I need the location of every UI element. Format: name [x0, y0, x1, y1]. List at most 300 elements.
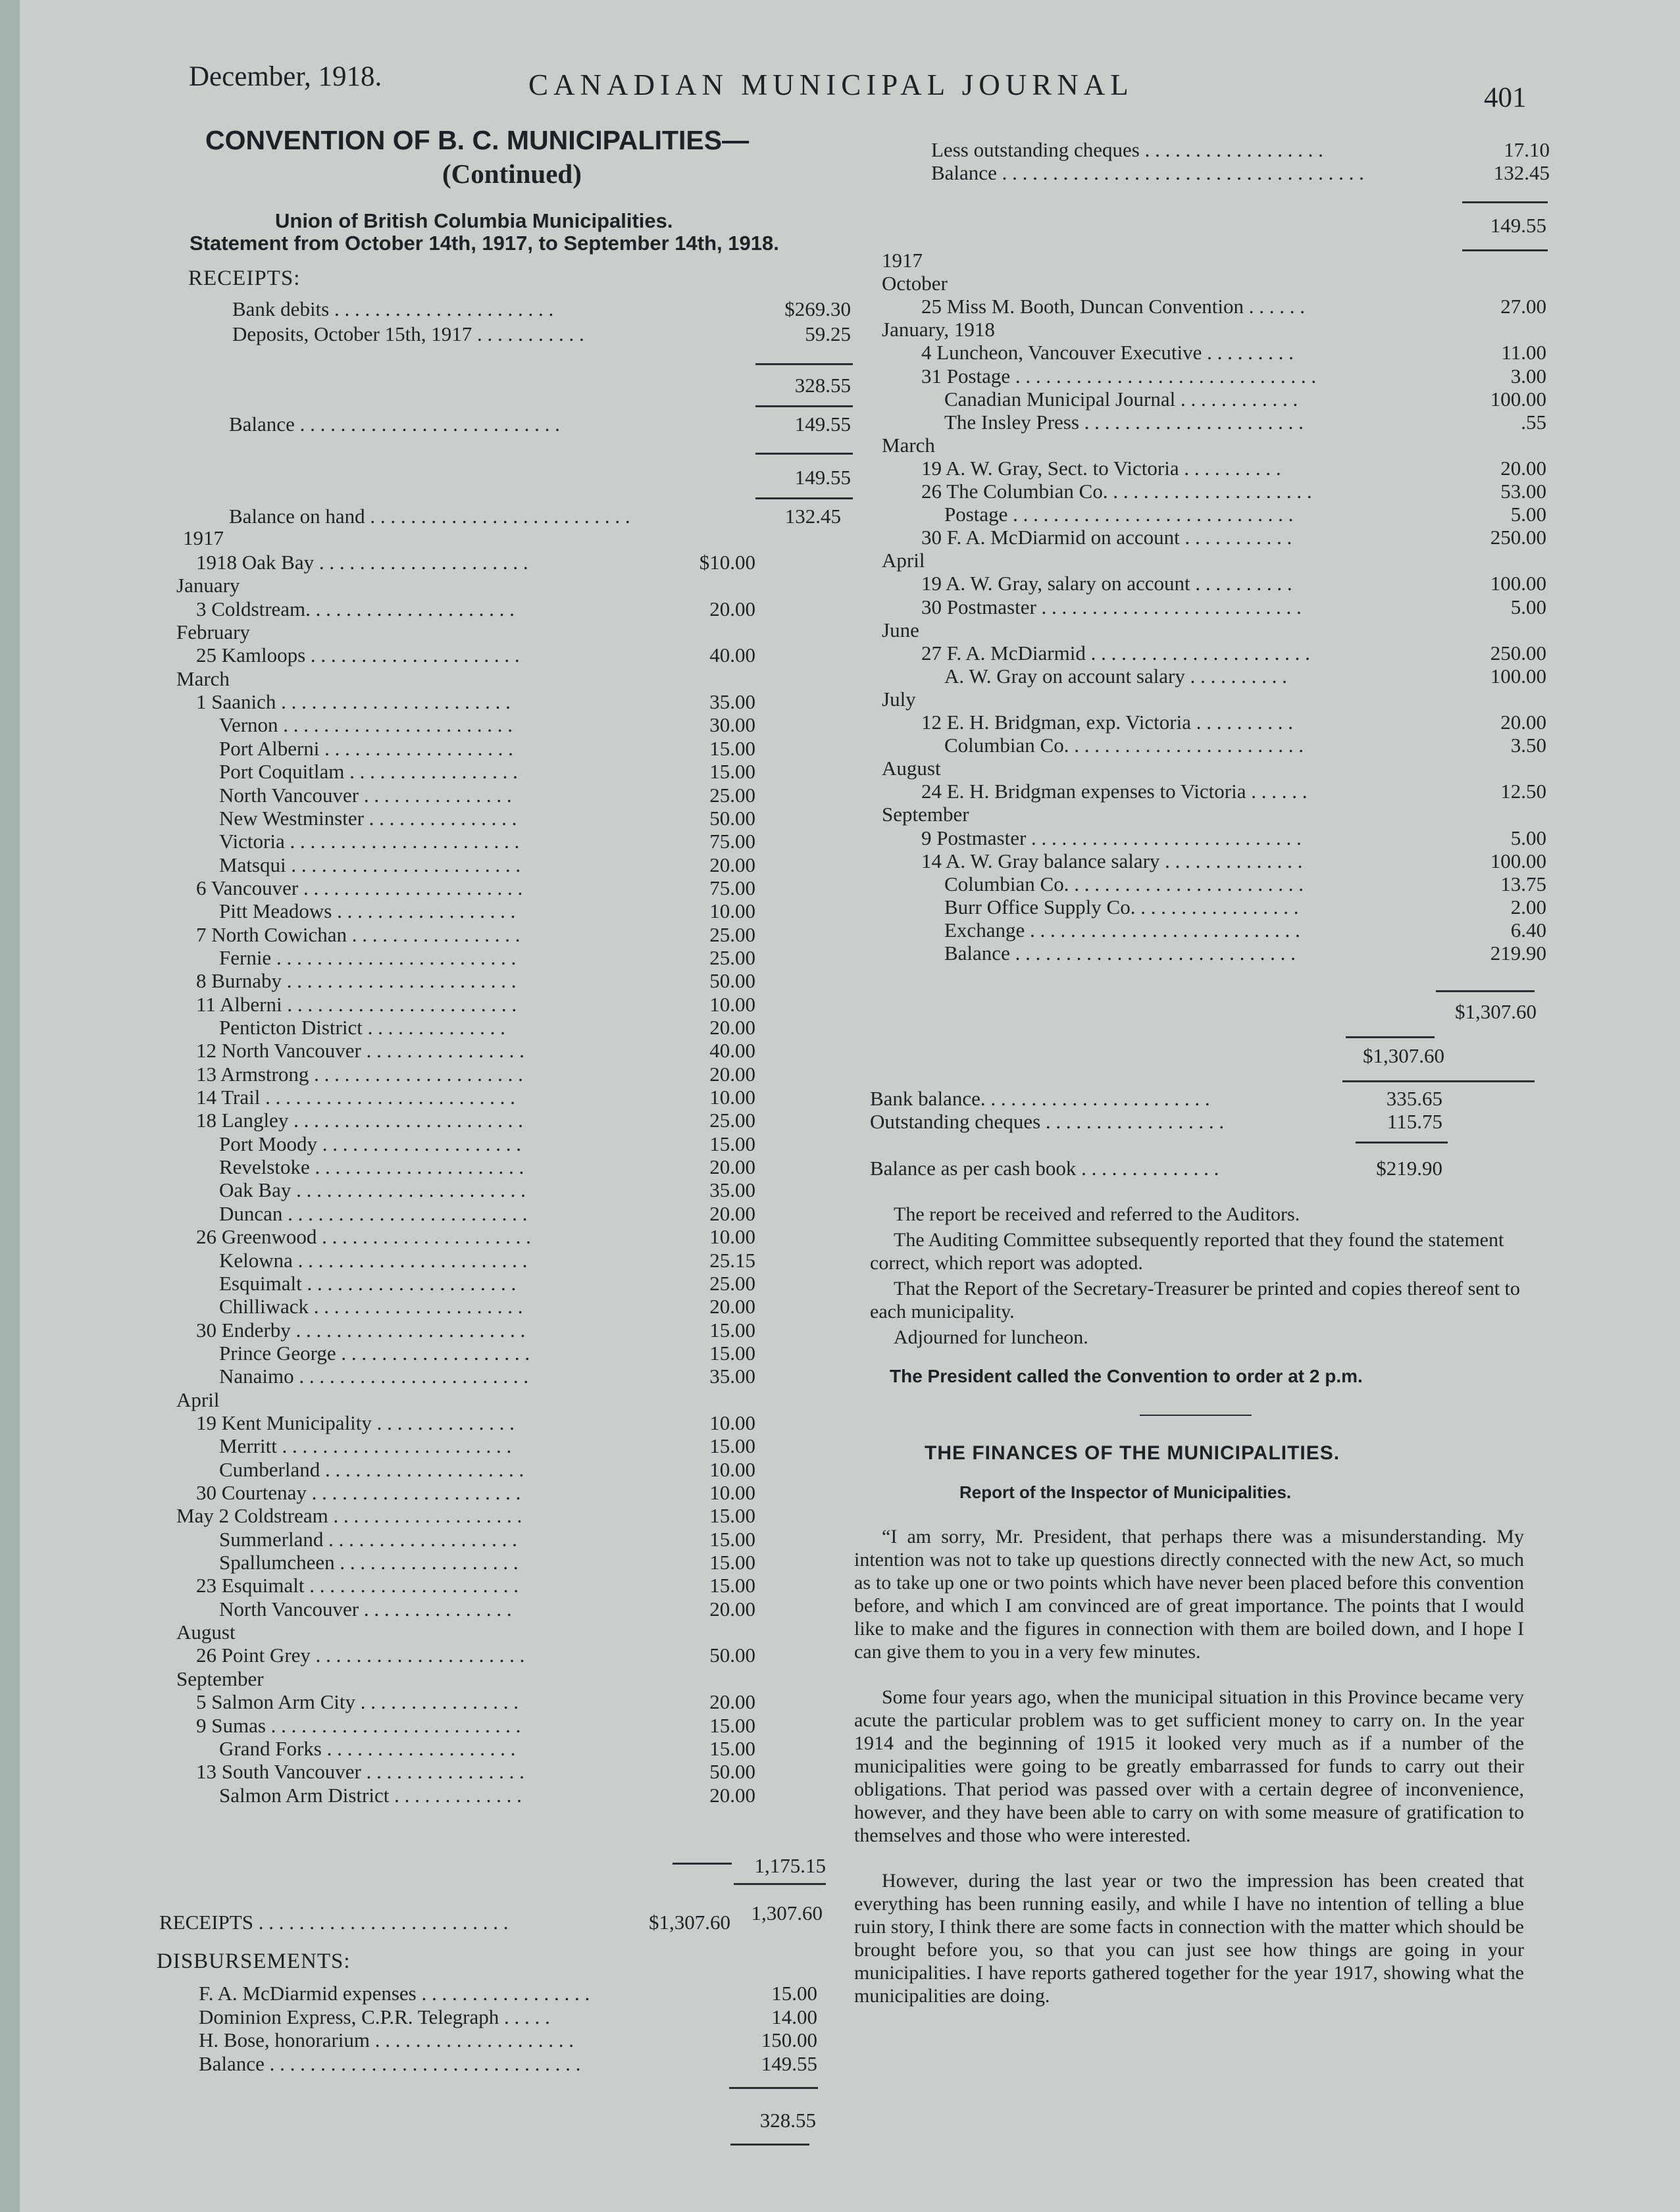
ledger-row — [944, 665, 1546, 688]
row-amount: 149.55 — [794, 413, 851, 436]
row-amount: 50.00 — [709, 1644, 755, 1667]
month-label — [882, 434, 1546, 457]
row-label: Matsqui . . . . . . . . . . . . . . . . . . . . . . . — [219, 853, 521, 876]
row-label: 1918 Oak Bay . . . . . . . . . . . . . . . . . . . . . — [196, 551, 528, 574]
ledger-row — [219, 1342, 755, 1365]
ledger-row — [219, 784, 755, 807]
row-amount: 11.00 — [1501, 341, 1546, 364]
row-amount: 15.00 — [709, 1434, 755, 1458]
row-label: Duncan . . . . . . . . . . . . . . . . . . . . . . . . — [219, 1201, 528, 1225]
sum-rule — [1346, 1036, 1435, 1038]
row-label: 30 Enderby . . . . . . . . . . . . . . . . . . . . . . . — [196, 1318, 526, 1342]
ledger-row — [219, 1737, 755, 1760]
row-amount: 50.00 — [709, 969, 755, 993]
row-label: 11 Alberni . . . . . . . . . . . . . . . . . . . . . . . — [196, 992, 517, 1016]
sum-rule — [1436, 990, 1535, 992]
row-amount: 50.00 — [709, 806, 755, 830]
row-label: 26 Greenwood . . . . . . . . . . . . . . . . . . . . . — [196, 1225, 531, 1249]
row-label: January, 1918 — [882, 318, 995, 341]
month-label — [882, 618, 1546, 641]
row-label: 12 North Vancouver . . . . . . . . . . . . . . . . — [196, 1039, 524, 1063]
row-label: Oak Bay . . . . . . . . . . . . . . . . . . . . . . . — [219, 1178, 526, 1202]
sum-rule — [729, 2087, 818, 2089]
month-label — [176, 620, 755, 643]
issue-date: December, 1918. — [189, 61, 382, 92]
row-label: North Vancouver . . . . . . . . . . . . . . . — [219, 1597, 512, 1621]
minute-paragraph: The report be received and referred to the Auditors. — [894, 1203, 1300, 1225]
row-label: Balance . . . . . . . . . . . . . . . . . . . . . . . . . . . . . . . — [199, 2051, 581, 2075]
ledger-row — [219, 1551, 755, 1574]
president-line: The President called the Convention to order at 2 p.m. — [890, 1366, 1363, 1386]
row-amount: 35.00 — [709, 690, 755, 714]
row-label: Prince George . . . . . . . . . . . . . . . . . . . — [219, 1341, 530, 1365]
row-label: Vernon . . . . . . . . . . . . . . . . . . . . . . . — [219, 713, 513, 737]
row-amount: 10.00 — [709, 1457, 755, 1481]
row-label: 9 Sumas . . . . . . . . . . . . . . . . . . . . . . . . . — [196, 1713, 521, 1737]
ledger-row — [199, 2052, 817, 2075]
ledger-row — [944, 872, 1546, 895]
month-label — [882, 688, 1546, 711]
ledger-row — [199, 2028, 817, 2051]
row-amount: 13.75 — [1500, 872, 1546, 895]
cheque-summary-total: 149.55 — [1490, 214, 1546, 237]
row-amount: 219.90 — [1490, 942, 1546, 965]
row-label: Spallumcheen . . . . . . . . . . . . . . . . . . — [219, 1551, 519, 1574]
ledger-row — [870, 1110, 1442, 1133]
receipts-total-row — [159, 1911, 730, 1934]
disbursements-total: 328.55 — [759, 2109, 816, 2132]
ledger-row — [219, 1132, 755, 1155]
row-amount: 15.00 — [709, 1132, 755, 1155]
ledger-row — [176, 1504, 755, 1527]
row-amount: 100.00 — [1490, 572, 1546, 595]
row-amount: 20.00 — [709, 597, 755, 620]
sum-rule — [1462, 201, 1548, 203]
month-label — [882, 803, 1546, 826]
row-label: Deposits, October 15th, 1917 . . . . . . . . . . . — [232, 322, 584, 345]
ledger-row — [196, 597, 755, 620]
row-label: July — [882, 687, 916, 711]
ledger-row — [921, 826, 1546, 849]
row-amount: $1,307.60 — [649, 1911, 730, 1934]
row-label: Grand Forks . . . . . . . . . . . . . . . . . . . — [219, 1736, 516, 1760]
sum-rule — [1342, 1080, 1535, 1082]
row-amount: 20.00 — [709, 1690, 755, 1714]
row-label: RECEIPTS . . . . . . . . . . . . . . . . . . . . . . . . . — [159, 1911, 509, 1934]
ledger-row — [196, 643, 755, 666]
row-amount: 25.00 — [709, 1109, 755, 1132]
ledger-row — [199, 2005, 817, 2028]
row-label: Columbian Co. . . . . . . . . . . . . . . . . . . . . . . . — [944, 872, 1304, 895]
row-amount: 10.00 — [709, 899, 755, 923]
row-amount: .55 — [1521, 410, 1546, 434]
row-amount: 10.00 — [709, 1481, 755, 1504]
subtotal-amount: 149.55 — [794, 466, 851, 489]
sum-rule — [755, 453, 853, 455]
ledger-row — [196, 1225, 755, 1248]
ledger-row — [931, 138, 1550, 161]
row-label: 1 Saanich . . . . . . . . . . . . . . . . . . . . . . . — [196, 690, 511, 714]
ledger-row — [921, 341, 1546, 364]
row-amount: 15.00 — [709, 1736, 755, 1760]
ledger-row — [219, 1016, 755, 1039]
report-paragraph: “I am sorry, Mr. President, that perhaps there was a misunderstanding. My intention was not to take up questions directly connected with the new Act, so much as to take up one or two points which have never been placed before this convention before, and which I am convinced are of great importance. The points that I would like to make and the figures in connection with them are boiled down, and I hope I can give them to you in a very few minutes. — [854, 1526, 1524, 1663]
row-label: 26 Point Grey . . . . . . . . . . . . . . . . . . . . . — [196, 1644, 525, 1667]
row-amount: 25.00 — [709, 922, 755, 946]
row-amount: 40.00 — [709, 643, 755, 667]
row-label: 27 F. A. McDiarmid . . . . . . . . . . . . . . . . . . . . . . — [921, 641, 1310, 665]
row-label: 7 North Cowichan . . . . . . . . . . . . . . . . . — [196, 922, 521, 946]
row-label: Chilliwack . . . . . . . . . . . . . . . . . . . . . — [219, 1295, 523, 1319]
row-label: August — [176, 1621, 236, 1644]
row-amount: 20.00 — [709, 1783, 755, 1807]
row-amount: 25.15 — [709, 1248, 755, 1272]
ledger-row — [921, 526, 1546, 549]
subtotal-amount: 328.55 — [794, 374, 851, 397]
row-label: April — [882, 549, 925, 572]
row-amount: 15.00 — [709, 1527, 755, 1551]
ledger-row — [944, 895, 1546, 918]
ledger-row — [944, 942, 1546, 965]
ledger-row — [944, 503, 1546, 526]
row-label: February — [176, 620, 250, 644]
row-amount: 115.75 — [1387, 1110, 1442, 1133]
ledger-row — [921, 572, 1546, 595]
row-amount: 100.00 — [1490, 664, 1546, 688]
ledger-row — [921, 295, 1546, 318]
article-title: CONVENTION OF B. C. MUNICIPALITIES— — [205, 125, 750, 155]
row-amount: 150.00 — [761, 2028, 817, 2051]
ledger-row — [921, 480, 1546, 503]
row-amount: 59.25 — [805, 322, 851, 345]
ledger-row — [921, 364, 1546, 388]
row-label: Summerland . . . . . . . . . . . . . . . . . . . — [219, 1527, 517, 1551]
row-amount: 15.00 — [771, 1982, 817, 2005]
ledger-row — [196, 1319, 755, 1342]
row-label: Cumberland . . . . . . . . . . . . . . . . . . . . — [219, 1457, 524, 1481]
row-amount: 30.00 — [709, 713, 755, 737]
row-label: Bank balance. . . . . . . . . . . . . . . . . . . . . . . — [870, 1087, 1210, 1110]
row-amount: 3.50 — [1510, 734, 1546, 757]
minute-paragraph: The Auditing Committee subsequently reported that they found the statement correct, which report was adopted. — [870, 1229, 1504, 1274]
row-label: Postage . . . . . . . . . . . . . . . . . . . . . . . . . . . . — [944, 503, 1294, 526]
row-label: March — [882, 433, 935, 457]
row-label: 19 Kent Municipality . . . . . . . . . . . . . . — [196, 1411, 515, 1434]
month-label — [176, 1388, 755, 1411]
ledger-row — [921, 780, 1546, 803]
ledger-row — [921, 711, 1546, 734]
cash-book-row — [870, 1157, 1442, 1180]
month-label — [882, 318, 1546, 341]
row-label: 30 Postmaster . . . . . . . . . . . . . . . . . . . . . . . . . . — [921, 595, 1302, 618]
row-amount: 15.00 — [709, 1551, 755, 1574]
ledger-row — [232, 322, 851, 345]
ledger-row — [196, 690, 755, 713]
minute-paragraph: Adjourned for luncheon. — [894, 1326, 1088, 1348]
row-label: Bank debits . . . . . . . . . . . . . . . . . . . . . . — [232, 297, 554, 320]
row-label: January — [176, 574, 240, 597]
row-label: Port Moody . . . . . . . . . . . . . . . . . . . . — [219, 1132, 521, 1155]
row-label: Balance . . . . . . . . . . . . . . . . . . . . . . . . . . — [229, 413, 560, 436]
sum-rule — [1356, 1142, 1448, 1144]
row-amount: 25.00 — [709, 945, 755, 969]
row-label: 30 Courtenay . . . . . . . . . . . . . . . . . . . . . — [196, 1481, 521, 1504]
row-amount: 15.00 — [709, 1713, 755, 1737]
finances-title: THE FINANCES OF THE MUNICIPALITIES. — [925, 1442, 1340, 1464]
row-amount: 10.00 — [709, 992, 755, 1016]
row-label: 25 Kamloops . . . . . . . . . . . . . . . . . . . . . — [196, 643, 520, 667]
row-label: 18 Langley . . . . . . . . . . . . . . . . . . . . . . . — [196, 1109, 523, 1132]
ledger-row — [199, 1982, 817, 2005]
row-amount: 15.00 — [709, 736, 755, 760]
ledger-row — [944, 411, 1546, 434]
receipts-heading: RECEIPTS: — [188, 266, 301, 290]
row-amount: 75.00 — [709, 830, 755, 853]
row-label: 5 Salmon Arm City . . . . . . . . . . . . . . . . — [196, 1690, 519, 1714]
statement-heading: Statement from October 14th, 1917, to September 14th, 1918. — [190, 232, 779, 255]
ledger-row — [944, 388, 1546, 411]
ledger-row — [219, 1365, 755, 1388]
ledger-row — [196, 551, 755, 574]
row-amount: 15.00 — [709, 1341, 755, 1365]
ledger-row — [196, 1690, 755, 1713]
ledger-row — [931, 161, 1550, 184]
union-heading: Union of British Columbia Municipalities. — [275, 209, 673, 232]
ledger-row — [219, 1784, 755, 1807]
ledger-row — [219, 1597, 755, 1621]
row-label: 1917 — [882, 249, 923, 272]
report-body — [854, 1525, 1524, 2007]
row-amount: 149.55 — [761, 2051, 817, 2075]
row-label: Outstanding cheques . . . . . . . . . . . . . . . . . . — [870, 1110, 1225, 1133]
month-label — [176, 1621, 755, 1644]
row-label: Dominion Express, C.P.R. Telegraph . . . . . — [199, 2005, 550, 2028]
row-amount: 15.00 — [709, 1318, 755, 1342]
row-label: Port Alberni . . . . . . . . . . . . . . . . . . . — [219, 736, 513, 760]
row-label: Nanaimo . . . . . . . . . . . . . . . . . . . . . . . — [219, 1365, 529, 1388]
row-amount: 100.00 — [1490, 849, 1546, 872]
row-amount: 10.00 — [709, 1225, 755, 1249]
row-amount: 20.00 — [709, 853, 755, 876]
ledger-row — [196, 1481, 755, 1504]
row-label: Burr Office Supply Co. . . . . . . . . . . . . . . . . — [944, 895, 1299, 918]
binding-gutter — [0, 0, 20, 2212]
row-label: Fernie . . . . . . . . . . . . . . . . . . . . . . . . — [219, 945, 517, 969]
row-amount: $10.00 — [699, 551, 755, 574]
row-label: 24 E. H. Bridgman expenses to Victoria . . . . . . — [921, 780, 1308, 803]
row-label: 23 Esquimalt . . . . . . . . . . . . . . . . . . . . . — [196, 1574, 519, 1597]
row-label: A. W. Gray on account salary . . . . . . . . . . — [944, 664, 1287, 688]
row-amount: $219.90 — [1376, 1157, 1442, 1180]
row-label: Less outstanding cheques . . . . . . . . . . . . . . . . . . — [931, 138, 1323, 161]
ledger-row — [229, 505, 841, 528]
row-amount: 25.00 — [709, 783, 755, 807]
ledger-row — [196, 1109, 755, 1132]
row-label: Port Coquitlam . . . . . . . . . . . . . . . . . — [219, 760, 518, 784]
row-amount: 5.00 — [1510, 595, 1546, 618]
row-label: Canadian Municipal Journal . . . . . . . . . . . . — [944, 387, 1298, 411]
row-amount: 10.00 — [709, 1086, 755, 1109]
row-label: 26 The Columbian Co. . . . . . . . . . . . . . . . . . . . . — [921, 480, 1312, 503]
ledger-row — [232, 297, 851, 320]
row-label: Victoria . . . . . . . . . . . . . . . . . . . . . . . — [219, 830, 520, 853]
row-label: September — [176, 1667, 264, 1690]
row-amount: 100.00 — [1490, 387, 1546, 411]
row-label: 31 Postage . . . . . . . . . . . . . . . . . . . . . . . . . . . . . . — [921, 364, 1317, 388]
ledger-row — [219, 737, 755, 760]
row-label: September — [882, 803, 969, 826]
row-amount: 5.00 — [1510, 503, 1546, 526]
row-amount: 20.00 — [709, 1295, 755, 1319]
ledger-row — [921, 595, 1546, 618]
sum-rule — [730, 2144, 809, 2146]
row-label: North Vancouver . . . . . . . . . . . . . . . — [219, 783, 512, 807]
journal-title: CANADIAN MUNICIPAL JOURNAL — [528, 68, 1134, 101]
row-label: 6 Vancouver . . . . . . . . . . . . . . . . . . . . . . — [196, 876, 523, 899]
receipts-subtotal: 1,175.15 — [754, 1854, 826, 1877]
ledger-row — [196, 993, 755, 1016]
ledger-row — [944, 918, 1546, 942]
row-label: April — [176, 1388, 220, 1411]
row-amount: 335.65 — [1386, 1087, 1442, 1110]
page-number: 401 — [1484, 82, 1527, 113]
ledger-row — [196, 1411, 755, 1434]
ledger-row — [219, 1295, 755, 1318]
ledger-row — [196, 1086, 755, 1109]
sum-rule — [755, 405, 853, 407]
row-label: 30 F. A. McDiarmid on account . . . . . . . . . . . — [921, 526, 1292, 549]
ledger-row — [196, 1063, 755, 1086]
row-amount: 53.00 — [1500, 480, 1546, 503]
disbursements-heading: DISBURSEMENTS: — [157, 1949, 351, 1973]
report-paragraph: Some four years ago, when the municipal situation in this Province became very acute the particular problem was to get sufficient money to carry on. In the year 1914 and the beginning of 1915 it looked very much as if a number of the municipalities were going to be greatly embarrassed for funds to carry out their obligations. That period was passed over with a certain degree of inconvenience, however, and they have been able to carry on with some measure of gratification to themselves and those who were interested. — [854, 1686, 1524, 1846]
ledger-row — [196, 1714, 755, 1737]
ledger-row — [196, 923, 755, 946]
ledger-row — [219, 760, 755, 783]
ledger-row — [921, 641, 1546, 665]
detail-total: $1,307.60 — [1363, 1044, 1444, 1067]
row-label: 3 Coldstream. . . . . . . . . . . . . . . . . . . . . — [196, 597, 515, 620]
ledger-row — [219, 1249, 755, 1272]
row-amount: 27.00 — [1500, 295, 1546, 318]
ledger-row — [219, 1528, 755, 1551]
month-label — [882, 272, 1546, 295]
row-label: Balance . . . . . . . . . . . . . . . . . . . . . . . . . . . . — [944, 942, 1296, 965]
month-label — [176, 667, 755, 690]
ledger-row — [219, 1155, 755, 1178]
row-label: Merritt . . . . . . . . . . . . . . . . . . . . . . . — [219, 1434, 512, 1458]
row-amount: 132.45 — [784, 505, 841, 528]
year-label: 1917 — [183, 526, 224, 549]
row-label: The Insley Press . . . . . . . . . . . . . . . . . . . . . . — [944, 410, 1304, 434]
row-amount: 250.00 — [1490, 641, 1546, 665]
row-label: 12 E. H. Bridgman, exp. Victoria . . . . . . . . . . — [921, 711, 1293, 734]
row-label: F. A. McDiarmid expenses . . . . . . . . . . . . . . . . . — [199, 1982, 590, 2005]
ledger-row — [196, 1644, 755, 1667]
row-amount: 14.00 — [771, 2005, 817, 2028]
row-amount: 20.00 — [709, 1597, 755, 1621]
sum-rule — [755, 497, 853, 499]
report-paragraph: However, during the last year or two the impression has been created that everything has been running easily, and while I have no intention of telling a blue ruin story, I think there are some facts in connection with the matter which should be brought before you, so that you can just see how things are going in your municipalities. I have reports gathered together for the year 1917, showing what the municipalities are doing. — [854, 1870, 1524, 2007]
row-amount: 20.00 — [709, 1016, 755, 1039]
detail-total: $1,307.60 — [1455, 1000, 1537, 1023]
row-label: 14 A. W. Gray balance salary . . . . . . . . . . . . . . — [921, 849, 1303, 872]
month-label — [176, 574, 755, 597]
row-label: Salmon Arm District . . . . . . . . . . . . . — [219, 1783, 522, 1807]
row-label: Columbian Co. . . . . . . . . . . . . . . . . . . . . . . . — [944, 734, 1304, 757]
row-amount: 50.00 — [709, 1760, 755, 1784]
ledger-row — [196, 876, 755, 899]
row-amount: 5.00 — [1510, 826, 1546, 849]
ledger-row — [219, 830, 755, 853]
row-amount: 15.00 — [709, 1574, 755, 1597]
row-amount: 250.00 — [1490, 526, 1546, 549]
row-amount: 20.00 — [709, 1062, 755, 1086]
minutes-block — [870, 1203, 1535, 1349]
row-label: 19 A. W. Gray, Sect. to Victoria . . . . . . . . . . — [921, 456, 1281, 480]
row-label: Kelowna . . . . . . . . . . . . . . . . . . . . . . . — [219, 1248, 528, 1272]
ledger-row — [219, 1272, 755, 1295]
row-label: May 2 Coldstream . . . . . . . . . . . . . . . . . . . — [176, 1504, 522, 1528]
row-label: Exchange . . . . . . . . . . . . . . . . . . . . . . . . . . . — [944, 918, 1300, 942]
row-label: 9 Postmaster . . . . . . . . . . . . . . . . . . . . . . . . . . . — [921, 826, 1302, 849]
ledger-row — [219, 853, 755, 876]
row-label: 19 A. W. Gray, salary on account . . . . . . . . . . — [921, 572, 1292, 595]
row-label: Balance on hand . . . . . . . . . . . . . . . . . . . . . . . . . . — [229, 505, 630, 528]
ledger-row — [196, 1039, 755, 1062]
row-label: New Westminster . . . . . . . . . . . . . . . — [219, 806, 517, 830]
row-amount: 12.50 — [1500, 780, 1546, 803]
article-continued: (Continued) — [442, 159, 582, 189]
row-amount: 20.00 — [1500, 456, 1546, 480]
row-amount: 3.00 — [1510, 364, 1546, 388]
ledger-row — [219, 713, 755, 736]
sum-rule — [673, 1863, 732, 1865]
row-label: 13 South Vancouver . . . . . . . . . . . . . . . . — [196, 1760, 524, 1784]
row-label: 4 Luncheon, Vancouver Executive . . . . . . . . . — [921, 341, 1294, 364]
row-label: Balance as per cash book . . . . . . . . . . . . . . — [870, 1157, 1219, 1180]
row-label: 8 Burnaby . . . . . . . . . . . . . . . . . . . . . . . — [196, 969, 517, 993]
ledger-row — [219, 1458, 755, 1481]
row-label: 13 Armstrong . . . . . . . . . . . . . . . . . . . . . — [196, 1062, 523, 1086]
ledger-row — [921, 849, 1546, 872]
row-amount: $269.30 — [784, 297, 851, 320]
ledger-row — [219, 899, 755, 922]
ledger-row — [196, 969, 755, 992]
row-label: October — [882, 272, 948, 295]
row-amount: 20.00 — [1500, 711, 1546, 734]
row-label: 14 Trail . . . . . . . . . . . . . . . . . . . . . . . . . — [196, 1086, 515, 1109]
row-amount: 17.10 — [1504, 138, 1550, 161]
row-label: June — [882, 618, 919, 641]
row-label: August — [882, 757, 941, 780]
row-amount: 35.00 — [709, 1178, 755, 1202]
row-amount: 6.40 — [1510, 918, 1546, 942]
row-amount: 2.00 — [1510, 895, 1546, 918]
section-divider — [1140, 1415, 1252, 1416]
ledger-row — [944, 734, 1546, 757]
row-amount: 25.00 — [709, 1271, 755, 1295]
row-label: 25 Miss M. Booth, Duncan Convention . . . . . . — [921, 295, 1305, 318]
month-label — [176, 1667, 755, 1690]
row-amount: 40.00 — [709, 1039, 755, 1063]
row-amount: 15.00 — [709, 760, 755, 784]
row-label: Penticton District . . . . . . . . . . . . . . — [219, 1016, 505, 1039]
row-label: H. Bose, honorarium . . . . . . . . . . . . . . . . . . . . — [199, 2028, 574, 2051]
ledger-row — [196, 1760, 755, 1783]
row-amount: 15.00 — [709, 1504, 755, 1528]
ledger-row — [229, 413, 851, 436]
